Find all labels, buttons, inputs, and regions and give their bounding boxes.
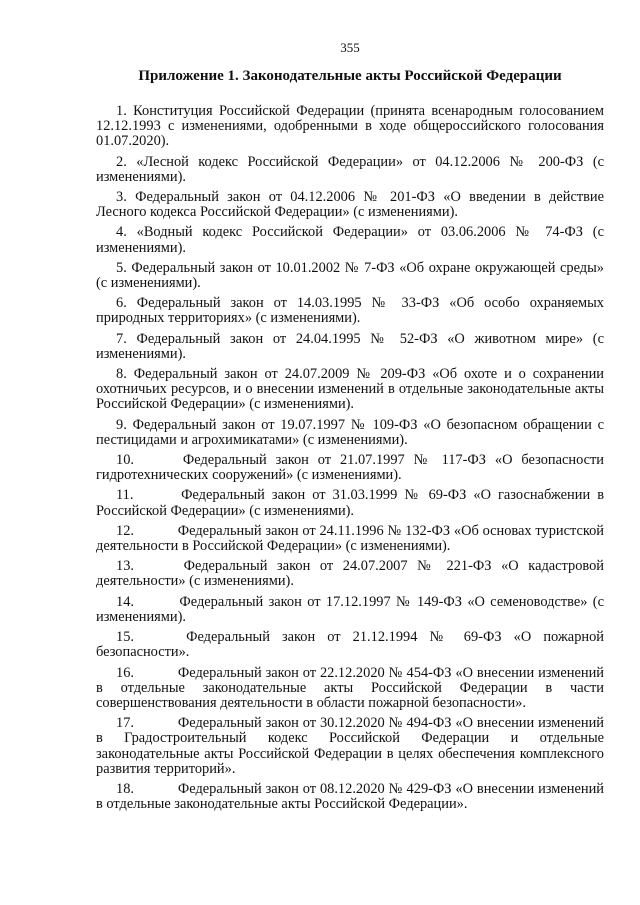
list-item-number: 1. xyxy=(116,103,127,119)
list-item-text: Федеральный закон от 17.12.1997 № 149-ФЗ «О семеноводстве» (с изменениями). xyxy=(96,593,604,625)
list-item-text: Федеральный закон от 31.03.1999 № 69-ФЗ «О газоснабжении в Российской Федерации» (с изменениями). xyxy=(96,487,604,519)
list-item-text: Федеральный закон от 14.03.1995 № 33-ФЗ «Об особо охраняемых природных территориях» (с изменениями). xyxy=(96,295,604,327)
list-item-text: Федеральный закон от 21.07.1997 № 117-ФЗ «О безопасности гидротехнических сооружений» (с изменениями). xyxy=(96,452,604,484)
list-item xyxy=(96,367,604,413)
list-item-number: 10. xyxy=(116,452,134,469)
list-item-number: 11. xyxy=(116,487,134,504)
list-item xyxy=(96,630,604,660)
list-item-text: «Лесной кодекс Российской Федерации» от 04.12.2006 № 200-ФЗ (с изменениями). xyxy=(96,153,604,185)
page-number: 355 xyxy=(340,40,360,55)
list-item-number: 13. xyxy=(116,558,134,575)
list-item xyxy=(96,225,604,255)
list-item-number: 4. xyxy=(116,224,127,241)
list-item xyxy=(96,261,604,291)
list-item-text: Федеральный закон от 21.12.1994 № 69-ФЗ «О пожарной безопасности». xyxy=(96,629,604,661)
list-item-number: 12. xyxy=(116,522,134,539)
list-item xyxy=(96,666,604,712)
list-item xyxy=(96,453,604,483)
list-item xyxy=(96,595,604,625)
list-item-number: 7. xyxy=(116,330,127,347)
list-item xyxy=(96,296,604,326)
list-item-number: 17. xyxy=(116,715,134,732)
list-item-text: Федеральный закон от 24.04.1995 № 52-ФЗ «О животном мире» (с изменениями). xyxy=(96,330,604,362)
list-item-number: 9. xyxy=(116,416,127,433)
list-item-number: 5. xyxy=(116,259,127,276)
list-item-number: 16. xyxy=(116,664,134,681)
list-item xyxy=(96,524,604,554)
list-item-text: Федеральный закон от 10.01.2002 № 7-ФЗ «Об охране окружающей среды» (с изменениями). xyxy=(96,259,604,292)
list-item-text: Федеральный закон от 24.11.1996 № 132-ФЗ «Об основах туристской деятельности в Российской Федерации» (с изменениями). xyxy=(96,522,604,555)
list-item-text: Федеральный закон от 08.12.2020 № 429-ФЗ «О внесении изменений в отдельные законодательные акты Российской Федерации». xyxy=(96,780,604,813)
list-item xyxy=(96,155,604,185)
list-item-number: 18. xyxy=(116,780,134,797)
list-item-number: 8. xyxy=(116,366,127,383)
list-item-number: 14. xyxy=(116,593,134,610)
list-item-text: Федеральный закон от 04.12.2006 № 201-ФЗ «О введении в действие Лесного кодекса Российской Федерации» (с изменениями). xyxy=(96,189,604,221)
list-item xyxy=(96,418,604,448)
list-item-number: 3. xyxy=(116,189,127,206)
list-item-text: «Водный кодекс Российской Федерации» от 03.06.2006 № 74-ФЗ (с изменениями). xyxy=(96,224,604,256)
list-item-text: Конституция Российской Федерации (принята всенародным голосованием 12.12.1993 с изменениями, одобренными в ходе общероссийского голосования 01.07.2020). xyxy=(96,103,604,150)
list-item xyxy=(96,488,604,518)
list-item xyxy=(96,716,604,777)
list-item-number: 6. xyxy=(116,295,127,312)
list-item xyxy=(96,332,604,362)
list-item xyxy=(96,190,604,220)
list-item-text: Федеральный закон от 19.07.1997 № 109-ФЗ «О безопасном обращении с пестицидами и агрохимикатами» (с изменениями). xyxy=(96,416,604,448)
list-item xyxy=(96,104,604,150)
list-item-number: 15. xyxy=(116,629,134,646)
list-item-text: Федеральный закон от 30.12.2020 № 494-ФЗ «О внесении изменений в Градостроительный кодекс Российской Федерации и отдельные законодательные акты Российской Федерации в целях обеспечения комплексного развития территорий». xyxy=(96,715,604,777)
list-item xyxy=(96,782,604,812)
page-title: Приложение 1. Законодательные акты Российской Федерации xyxy=(138,68,562,84)
list-item xyxy=(96,559,604,589)
list-item-text: Федеральный закон от 22.12.2020 № 454-ФЗ «О внесении изменений в отдельные законодательные акты Российской Федерации в части совершенствования деятельности в области пожарной безопасности». xyxy=(96,664,604,711)
list-item-text: Федеральный закон от 24.07.2009 № 209-ФЗ «Об охоте и о сохранении охотничьих ресурсов, и о внесении изменений в отдельные законодательные акты Российской Федерации» (с изменениями). xyxy=(96,366,604,413)
list-item-text: Федеральный закон от 24.07.2007 № 221-ФЗ «О кадастровой деятельности» (с изменениями). xyxy=(96,558,604,590)
list-item-number: 2. xyxy=(116,153,127,170)
law-list xyxy=(96,104,604,812)
